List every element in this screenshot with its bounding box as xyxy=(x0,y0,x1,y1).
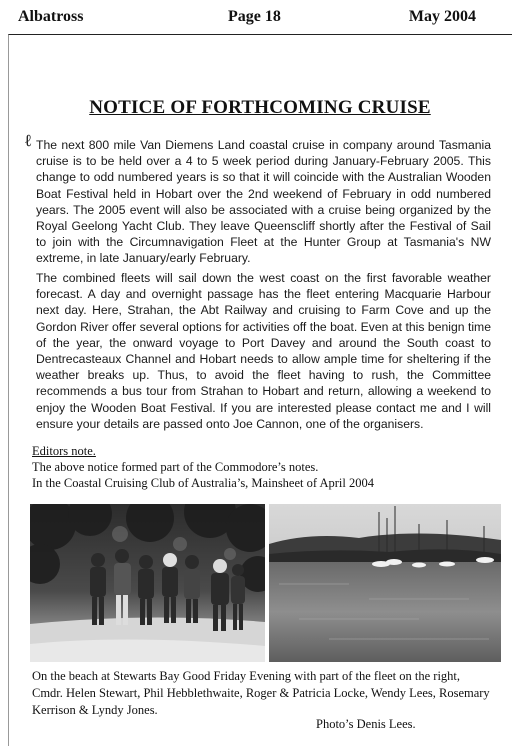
article-title: NOTICE OF FORTHCOMING CRUISE xyxy=(89,97,431,118)
photo-caption: On the beach at Stewarts Bay Good Friday Evening with part of the fleet on the right, Cmdr. Helen Stewart, Phil Hebblethwaite, Roger & Patricia Locke, Wendy Lees, Rosemary Kerrison & Lyndy Jones. xyxy=(32,669,490,717)
issue-date: May 2004 xyxy=(408,8,476,25)
article-paragraph-2: The combined fleets will sail down the west coast on the first favorable weather forecast. A day and overnight passage has the fleet entering Macquarie Harbour next day. Here, Strahan, the Abt Railway and cruising to Farm Cove and up the Gordon River offer several options for activities off the boat. Even at this benign time of the year, the onward voyage to Port Davey and around the South coast to Dentrecasteaux Channel and Hobart needs to allow ample time for sheltering if the weather breaks up. Thus, to avoid the fleet having to rush, the Committee recommends a bus tour from Strahan to Hobart and return, allowing a weekend to enjoy the Wooden Boat Festival. If you are interested please contact me and I will ensure your details are passed onto Joe Cannon, one of the organisers. xyxy=(36,271,491,431)
editors-note-line-1: The above notice formed part of the Commodore’s notes. xyxy=(32,460,319,474)
editors-note-heading: Editors note. xyxy=(32,444,96,458)
photo-credit: Photo’s Denis Lees. xyxy=(316,717,416,731)
page-header xyxy=(18,8,476,30)
beach-group-photo xyxy=(30,504,265,662)
newsletter-name: Albatross xyxy=(18,8,84,25)
editors-note-line-2: In the Coastal Cruising Club of Australia’s, Mainsheet of April 2004 xyxy=(32,476,374,490)
article-paragraph-1: The next 800 mile Van Diemens Land coastal cruise in company around Tasmania cruise is to be held over a 4 to 5 week period during January-February 2005. This change to odd numbered years is so that it will coincide with the Australian Wooden Boat Festival held in Hobart over the 2nd weekend of February in odd numbered years. The 2005 event will also be associated with a cruise being organized by the Royal Geelong Yacht Club. They leave Queenscliff shortly after the Festival of Sail to join with the Circumnavigation Fleet at the Hunter Group at Tasmania's NW extreme, in late January/early February. xyxy=(36,138,491,266)
harbour-fleet-photo xyxy=(269,504,501,662)
page-number: Page 18 xyxy=(228,8,281,25)
handwritten-mark-icon: ℓ xyxy=(24,131,33,151)
